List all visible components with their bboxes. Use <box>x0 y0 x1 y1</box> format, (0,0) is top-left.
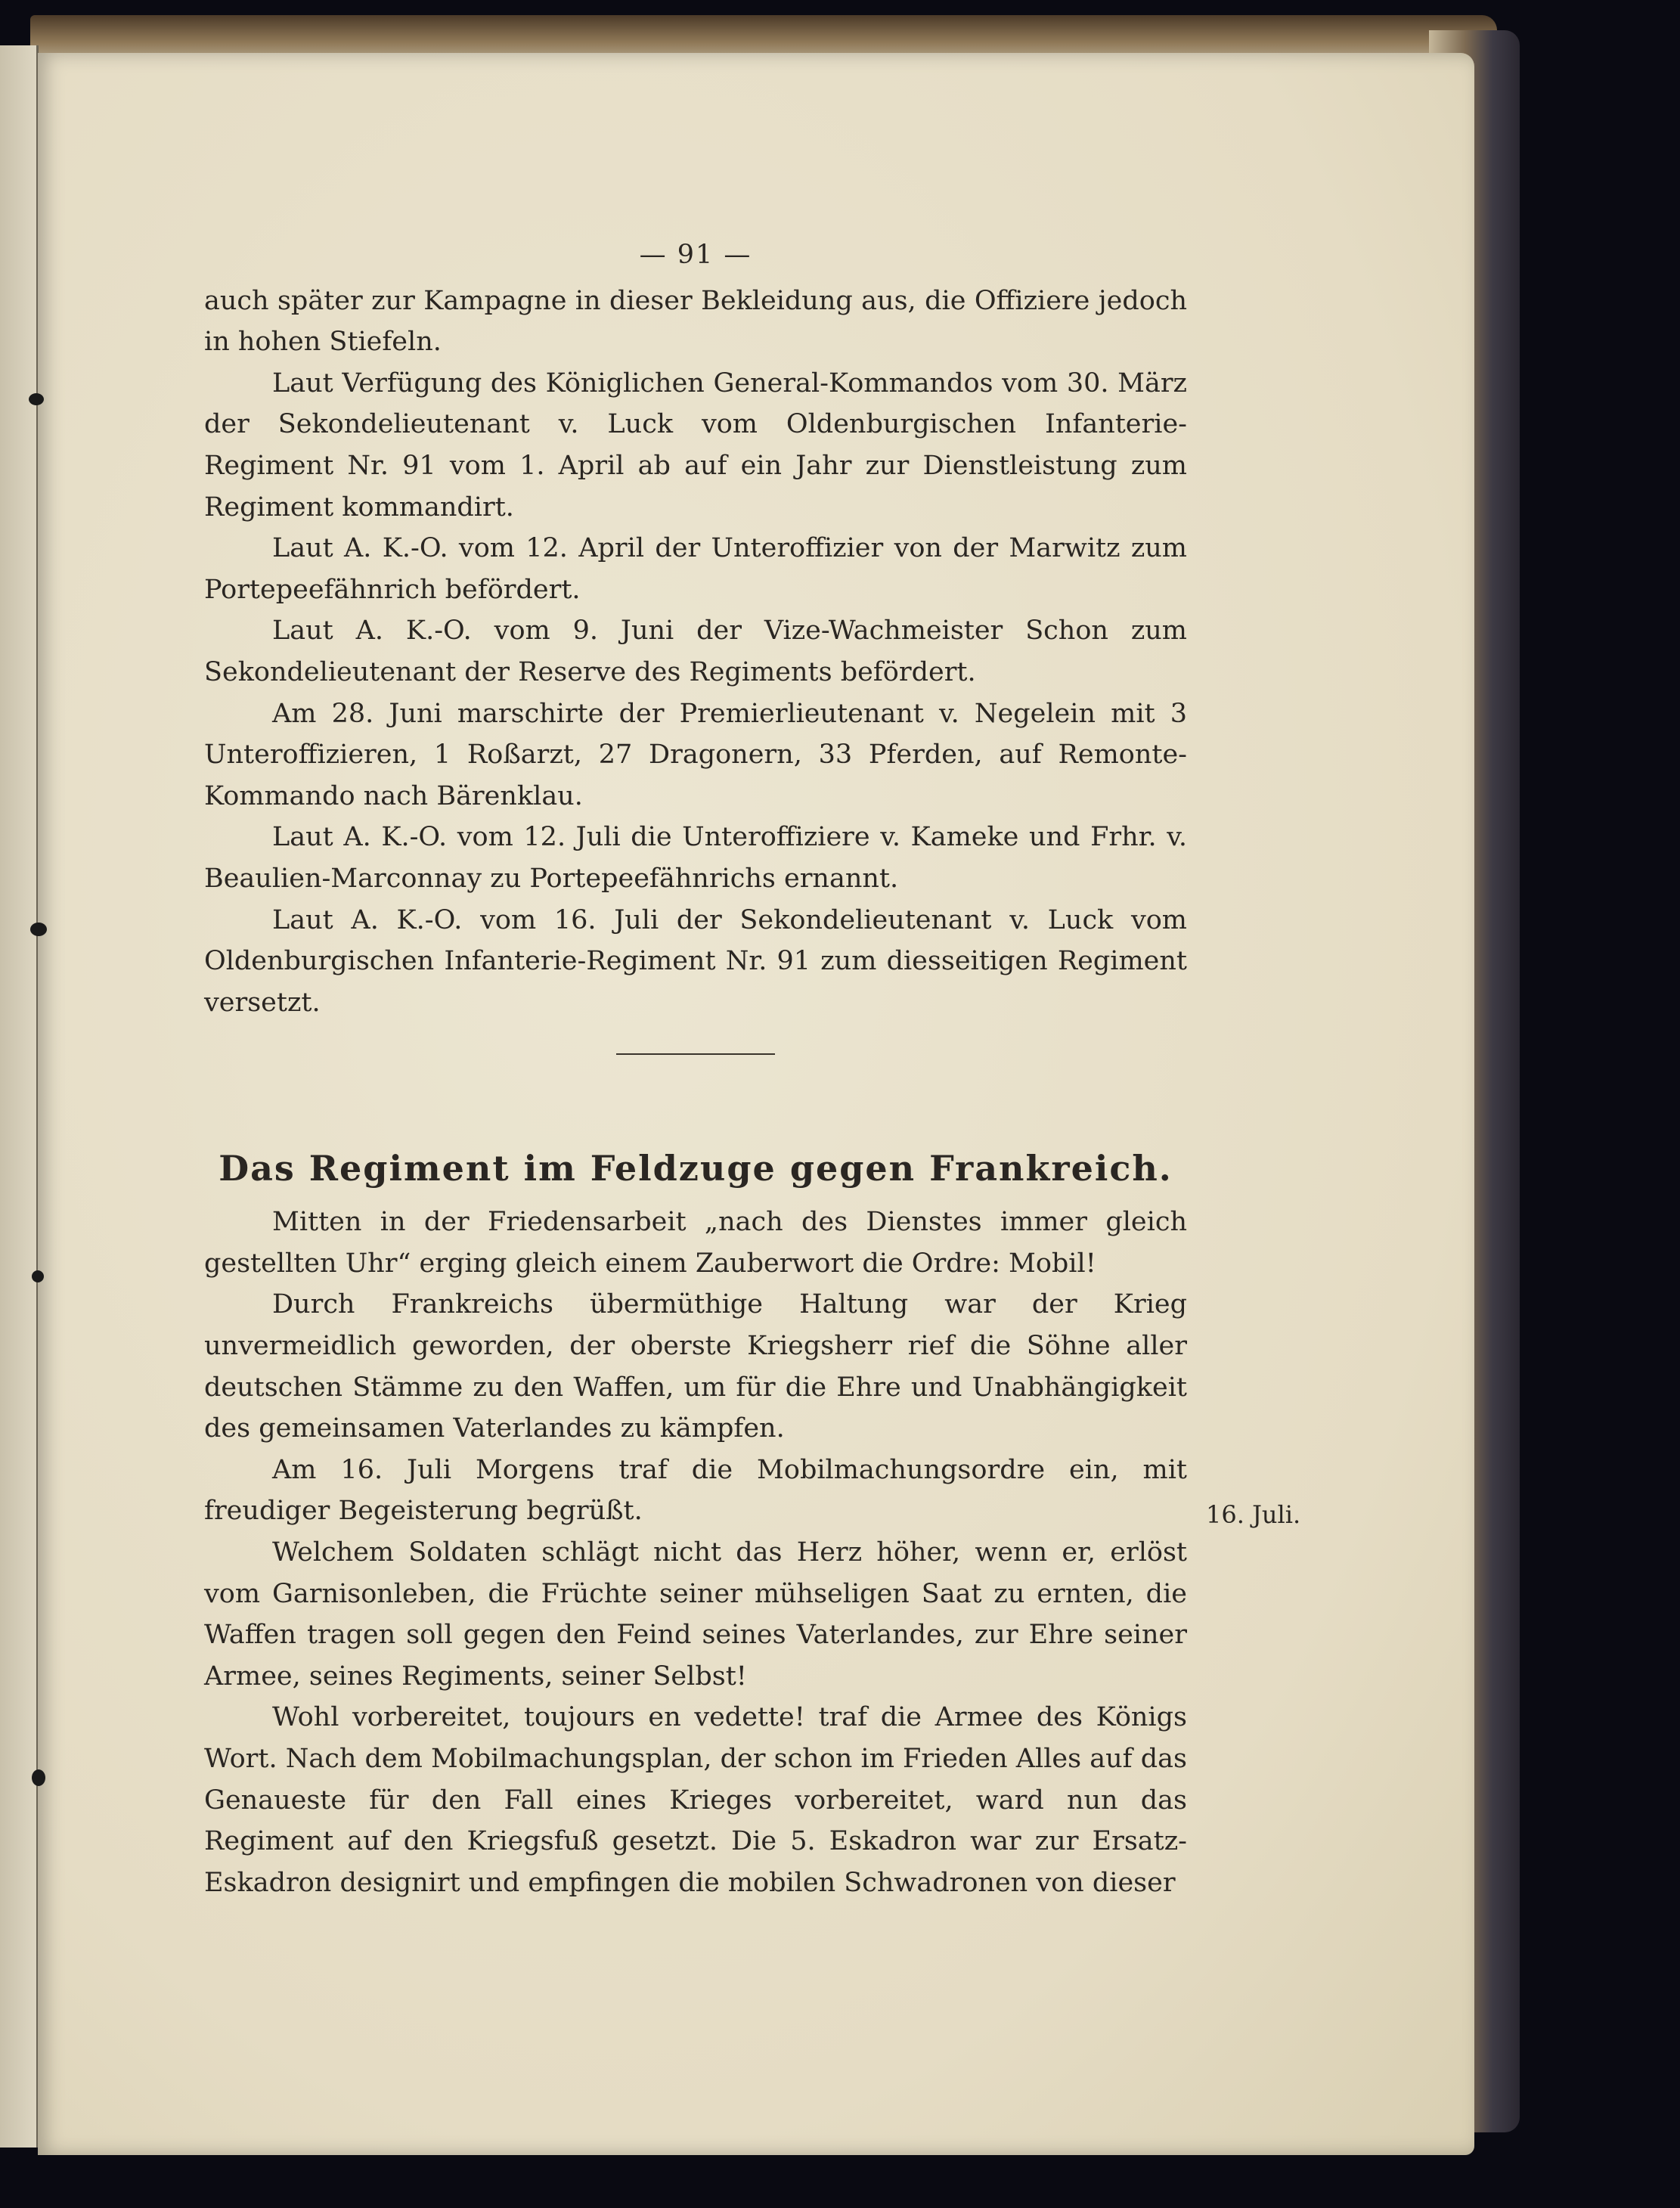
ink-spot <box>30 923 47 936</box>
paragraph: Welchem Soldaten schlägt nicht das Herz höher, wenn er, erlöst vom Garnisonleben, die Früchte seiner mühseligen Saat zu ernten, die Waffen tragen soll gegen den Feind seines Vaterlandes, zur Ehre seiner Armee, seines Regiments, seiner Selbst! <box>204 1537 1187 1692</box>
paragraph: Laut A. K.-O. vom 9. Juni der Vize-Wachmeister Schon zum Sekondelieutenant der Reserve des Regiments befördert. <box>204 616 1187 687</box>
margin-note: 16. Juli. <box>1206 1500 1301 1529</box>
paragraph: auch später zur Kampagne in dieser Bekleidung aus, die Offiziere jedoch in hohen Stiefeln. <box>204 285 1187 358</box>
chapter-heading: Das Regiment im Feldzuge gegen Frankreich. <box>219 1148 1173 1189</box>
paragraph: Mitten in der Friedensarbeit „nach des Dienstes immer gleich gestellten Uhr“ erging gleich einem Zauberwort die Ordre: Mobil! <box>204 1207 1187 1279</box>
paragraph: Laut A. K.-O. vom 16. Juli der Sekondelieutenant v. Luck vom Oldenburgischen Infanterie-Regiment Nr. 91 zum diesseitigen Regiment versetzt. <box>204 904 1187 1018</box>
page-text <box>204 234 1187 1903</box>
ink-spot <box>29 393 44 405</box>
paragraph: Wohl vorbereitet, toujours en vedette! traf die Armee des Königs Wort. Nach dem Mobilmachungsplan, der schon im Frieden Alles auf das Genaueste für den Fall eines Krieges vorbereitet, ward nun das Regiment auf den Kriegsfuß gesetzt. Die 5. Eskadron war zur Ersatz-Eskadron designirt und empfingen die mobilen Schwadronen von dieser <box>204 1702 1187 1898</box>
paragraph: Durch Frankreichs übermüthige Haltung war der Krieg unvermeidlich geworden, der oberste Kriegsherr rief die Söhne aller deutschen Stämme zu den Waffen, um für die Ehre und Unabhängigkeit des gemeinsamen Vaterlandes zu kämpfen. <box>204 1289 1187 1444</box>
ink-spot <box>32 1769 45 1786</box>
paragraph: Am 16. Juli Morgens traf die Mobilmachungsordre ein, mit freudiger Begeisterung begrüßt. <box>204 1454 1187 1527</box>
paragraph: Laut Verfügung des Königlichen General-Kommandos vom 30. März der Sekondelieutenant v. Luck vom Oldenburgischen Infanterie-Regiment Nr. 91 vom 1. April ab auf ein Jahr zur Dienstleistung zum Regiment kommandirt. <box>204 367 1187 523</box>
paragraph: Am 28. Juni marschirte der Premierlieutenant v. Negelein mit 3 Unteroffizieren, 1 Roßarzt, 27 Dragonern, 33 Pferden, auf Remonte-Kommando nach Bärenklau. <box>204 698 1187 811</box>
page-number: — 91 — <box>639 240 752 270</box>
paragraph: Laut A. K.-O. vom 12. April der Unteroffizier von der Marwitz zum Portepeefähnrich befördert. <box>204 533 1187 605</box>
paragraph: Laut A. K.-O. vom 12. Juli die Unteroffiziere v. Kameke und Frhr. v. Beaulien-Marconnay zu Portepeefähnrichs ernannt. <box>204 822 1187 894</box>
facing-page-edge <box>0 45 39 2148</box>
ink-spot <box>32 1270 44 1282</box>
section-divider <box>616 1053 775 1055</box>
